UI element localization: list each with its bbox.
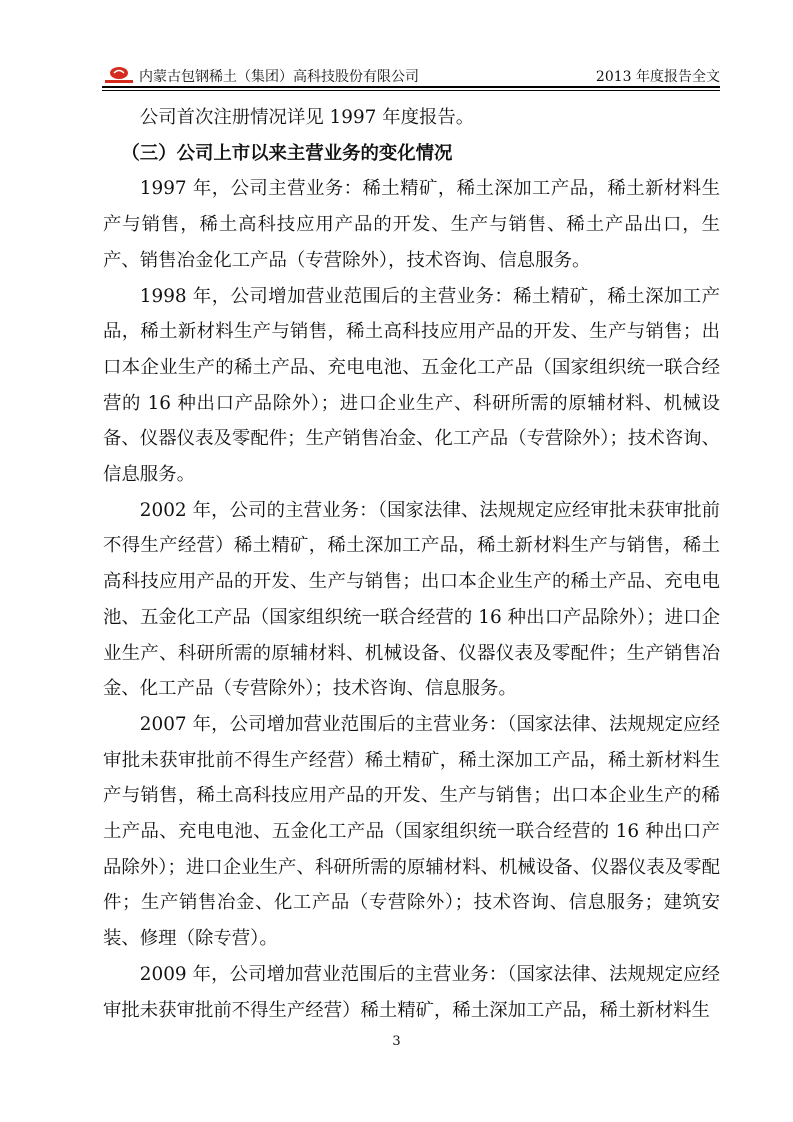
header-rule-thick (102, 86, 720, 88)
company-name: 内蒙古包钢稀土（集团）高科技股份有限公司 (139, 69, 419, 85)
company-logo-icon (102, 65, 136, 85)
paragraph-1998: 1998 年，公司增加营业范围后的主营业务：稀土精矿，稀土深加工产品，稀土新材料生产与销售，稀土高科技应用产品的开发、生产与销售；出口本企业生产的稀土产品、充电电池、五金化工产品（国家组织统一联合经营的 16 种出口产品除外）；进口企业生产、科研所需的原辅材料、机械设备、仪器仪表及零配件；生产销售冶金、化工产品（专营除外）；技术咨询、信息服务。 (103, 285, 720, 486)
paragraph-2002: 2002 年，公司的主营业务：（国家法律、法规规定应经审批未获审批前不得生产经营）稀土精矿，稀土深加工产品，稀土新材料生产与销售，稀土高科技应用产品的开发、生产与销售；出口本企业生产的稀土产品、充电电池、五金化工产品（国家组织统一联合经营的 16 种出口产品除外）；进口企业生产、科研所需的原辅材料、机械设备、仪器仪表及零配件；生产销售冶金、化工产品（专营除外）；技术咨询、信息服务。 (103, 499, 720, 700)
page-body (103, 100, 720, 1028)
paragraph-1997: 1997 年，公司主营业务：稀土精矿，稀土深加工产品，稀土新材料生产与销售，稀土高科技应用产品的开发、生产与销售、稀土产品出口，生产、销售冶金化工产品（专营除外），技术咨询、信息服务。 (103, 178, 720, 271)
intro-paragraph: 公司首次注册情况详见 1997 年度报告。 (139, 107, 475, 128)
paragraph-2007: 2007 年，公司增加营业范围后的主营业务：（国家法律、法规规定应经审批未获审批前不得生产经营）稀土精矿，稀土深加工产品，稀土新材料生产与销售，稀土高科技应用产品的开发、生产与销售；出口本企业生产的稀土产品、充电电池、五金化工产品（国家组织统一联合经营的 16 种出口产品除外）；进口企业生产、科研所需的原辅材料、机械设备、仪器仪表及零配件；生产销售冶金、化工产品（专营除外）；技术咨询、信息服务；建筑安装、修理（除专营）。 (103, 713, 720, 950)
page-header (102, 63, 720, 89)
paragraph-2009: 2009 年，公司增加营业范围后的主营业务：（国家法律、法规规定应经审批未获审批前不得生产经营）稀土精矿，稀土深加工产品，稀土新材料生 (103, 963, 720, 1021)
report-title: 2013 年度报告全文 (595, 69, 720, 85)
page-number: 3 (392, 1034, 401, 1049)
header-rule-thin (102, 90, 720, 91)
section-heading: （三）公司上市以来主营业务的变化情况 (121, 142, 453, 164)
